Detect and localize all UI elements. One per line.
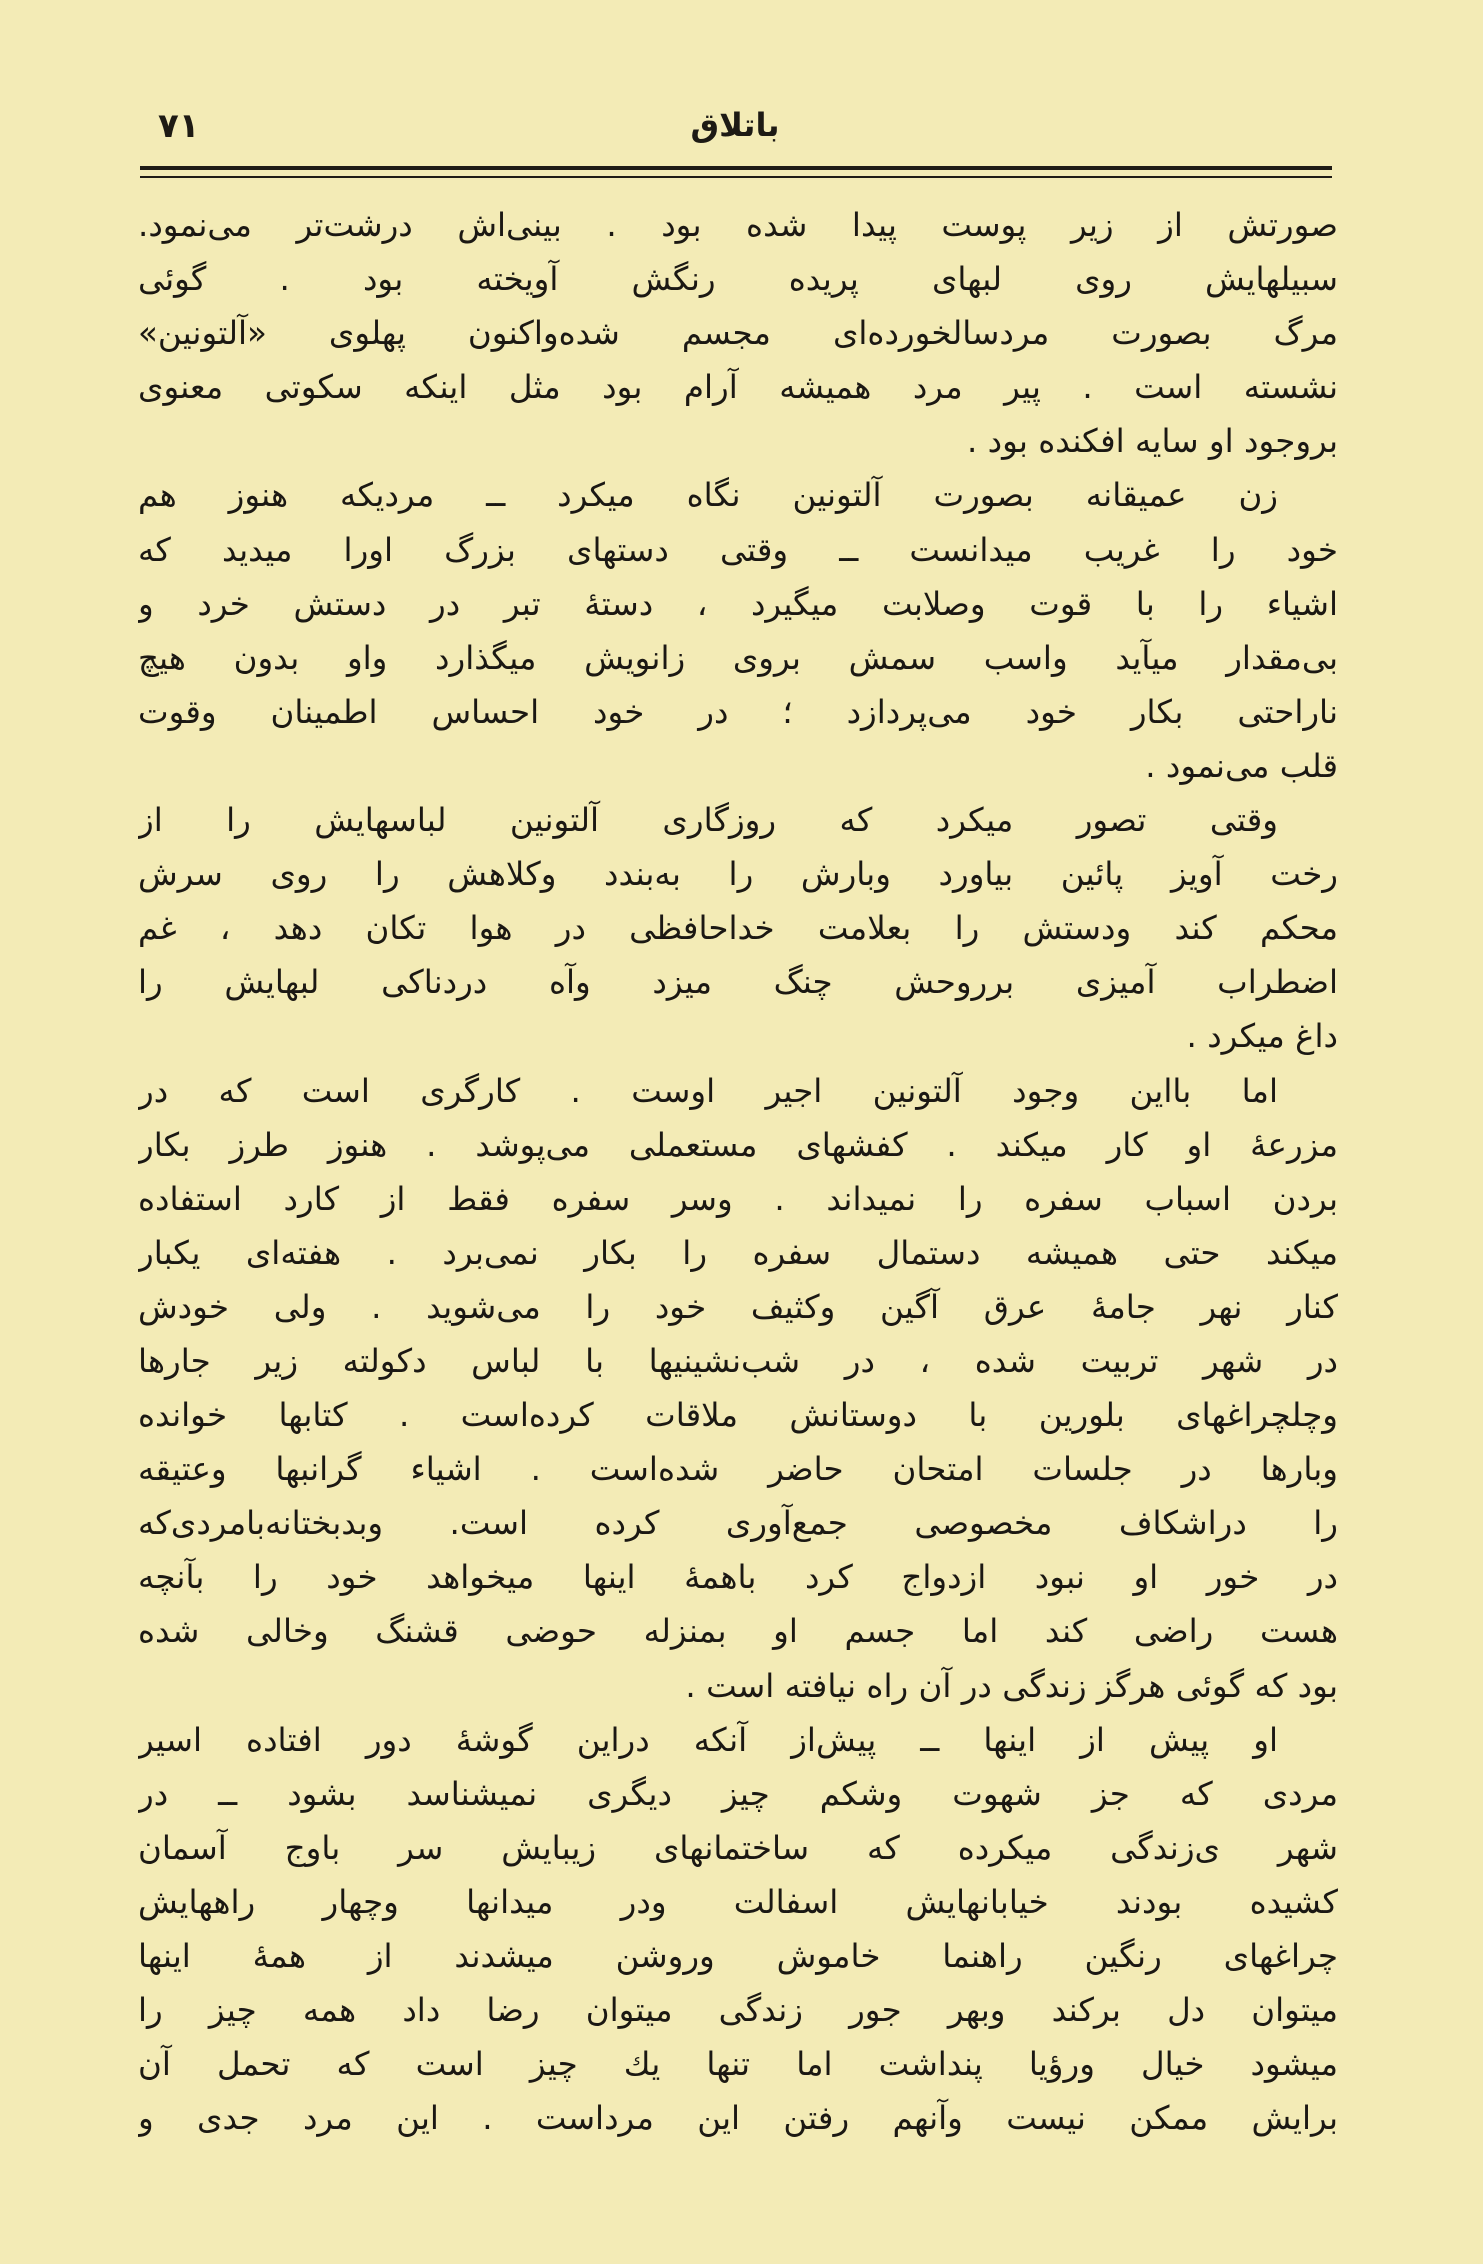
text-line: چراغهای رنگین راهنما خاموش وروشن میشدند از همهٔ اینها xyxy=(138,1937,1338,1975)
running-title: باتلاق xyxy=(690,106,780,144)
text-line: او پیش از اینها ــ پیش‌از آنکه دراین گوشهٔ دور افتاده اسیر xyxy=(138,1720,1278,1759)
text-line: کنار نهر جامهٔ عرق آگین وکثیف خود را می‌شوید . ولی خودش xyxy=(138,1287,1338,1326)
text-line: اما بااین وجود آلتونین اجیر اوست . کارگری است که در xyxy=(138,1071,1278,1110)
text-line: مرگ بصورت مردسالخورده‌ای مجسم شده‌واکنون پهلوی «آلتونین» xyxy=(138,314,1338,353)
page-header xyxy=(140,100,1330,160)
text-line: میتوان دل برکند وبهر جور زندگی میتوان رضا داد همه چیز را xyxy=(138,1991,1338,2030)
text-line: داغ میکرد . xyxy=(1186,1017,1338,1056)
text-line: هست راضی کند اما جسم او بمنزله حوضی قشنگ وخالی شده xyxy=(138,1612,1338,1651)
header-rule-thin xyxy=(140,176,1332,178)
text-line: سبیلهایش روی لبهای پریده رنگش آویخته بود . گوئی xyxy=(138,260,1338,299)
text-line: میشود خیال ورؤیا پنداشت اما تنها یك چیز است که تحمل آن xyxy=(138,2045,1338,2084)
text-line: محکم کند ودستش را بعلامت خداحافظی در هوا تکان دهد ، غم xyxy=(138,909,1338,948)
text-line: مردی که جز شهوت وشکم چیز دیگری نمیشناسد بشود ــ در xyxy=(138,1774,1338,1813)
text-line: بردن اسباب سفره را نمیداند . وسر سفره فقط از کارد استفاده xyxy=(138,1179,1338,1218)
header-rule-thick xyxy=(140,166,1332,170)
text-line: نشسته است . پیر مرد همیشه آرام بود مثل اینکه سکوتی معنوی xyxy=(138,368,1338,407)
body-text xyxy=(138,198,1338,2145)
text-line: ناراحتی بکار خود می‌پردازد ؛ در خود احساس اطمینان وقوت xyxy=(138,692,1338,731)
text-line: در شهر تربیت شده ، در شب‌نشینیها با لباس دکولته زیر جارها xyxy=(138,1341,1338,1380)
text-line: خود را غریب میدانست ــ وقتی دستهای بزرگ اورا میدید که xyxy=(138,530,1338,569)
text-line: وچلچراغهای بلورین با دوستانش ملاقات کرده‌است . کتابها خوانده xyxy=(138,1396,1338,1435)
page-number: ٧١ xyxy=(158,106,200,146)
text-line: وقتی تصور میکرد که روزگاری آلتونین لباسهایش را از xyxy=(138,801,1278,840)
text-line: برایش ممکن نیست وآنهم رفتن این مرداست . این مرد جدی و xyxy=(138,2099,1338,2138)
text-line: صورتش از زیر پوست پیدا شده بود . بینی‌اش درشت‌تر می‌نمود. xyxy=(138,206,1338,244)
text-line: بی‌مقدار میآید واسب سمش بروی زانویش میگذارد واو بدون هیچ xyxy=(138,638,1338,677)
text-line: در خور او نبود ازدواج کرد باهمهٔ اینها میخواهد خود را بآنچه xyxy=(138,1558,1338,1597)
text-line: میکند حتی همیشه دستمال سفره را بکار نمی‌برد . هفته‌ای یکبار xyxy=(138,1233,1338,1272)
text-line: مزرعهٔ او کار میکند . کفشهای مستعملی می‌پوشد . هنوز طرز بکار xyxy=(138,1125,1338,1164)
text-line: اشیاء را با قوت وصلابت میگیرد ، دستهٔ تبر در دستش خرد و xyxy=(138,584,1338,623)
text-line: را دراشکاف مخصوصی جمع‌آوری کرده است. وبدبختانه‌بامردی‌که xyxy=(138,1504,1338,1543)
text-line: بروجود او سایه افکنده بود . xyxy=(966,422,1338,461)
text-line: زن عمیقانه بصورت آلتونین نگاه میکرد ــ مردیکه هنوز هم xyxy=(138,476,1278,515)
text-line: رخت آویز پائین بیاورد وبارش را به‌بندد وکلاهش را روی سرش xyxy=(138,855,1338,894)
text-line: وبارها در جلسات امتحان حاضر شده‌است . اشیاء گرانبها وعتیقه xyxy=(138,1450,1338,1489)
text-line: قلب می‌نمود . xyxy=(1145,746,1338,785)
text-line: بود که گوئی هرگز زندگی در آن راه نیافته است . xyxy=(685,1666,1338,1705)
text-line: کشیده بودند خیابانهایش اسفالت ودر میدانها وچهار راههایش xyxy=(138,1882,1338,1921)
text-line: شهر ی‌زندگی میکرده که ساختمانهای زیبایش سر باوج آسمان xyxy=(138,1828,1338,1867)
text-line: اضطراب آمیزی برروحش چنگ میزد وآه دردناکی لبهایش را xyxy=(138,963,1338,1002)
